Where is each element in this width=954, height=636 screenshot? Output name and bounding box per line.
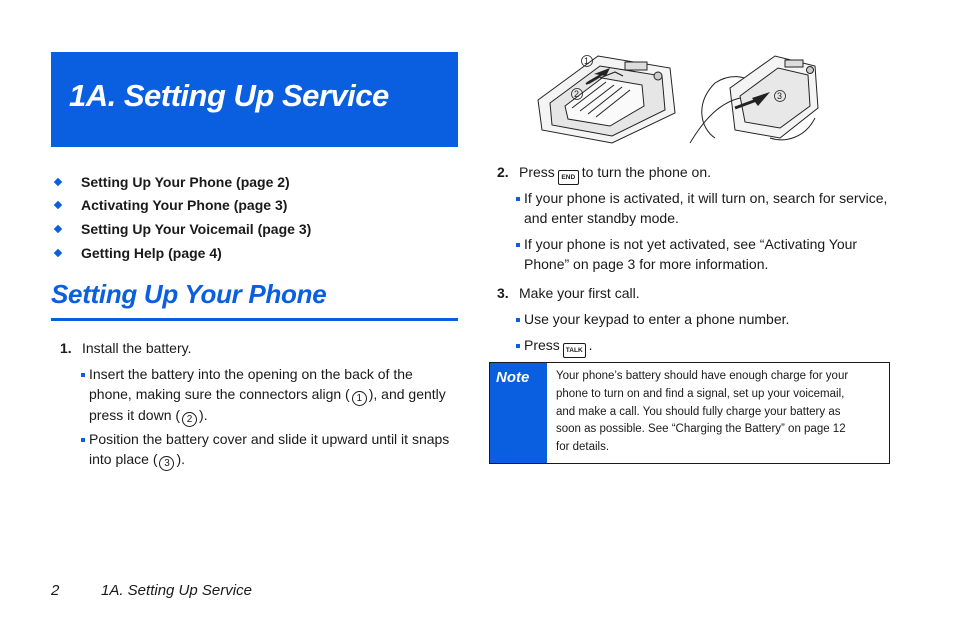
step-1-bullet-1: Insert the battery into the opening on the back of the phone, making sure the connectors align ( 1 ), and gently press it down ( 2 ). [81, 365, 446, 427]
chapter-toc [51, 170, 458, 264]
callout-2: 2 [574, 89, 580, 99]
end-key-icon: END [558, 170, 579, 185]
diamond-bullet-icon [54, 248, 62, 256]
diamond-bullet-icon [54, 201, 62, 209]
note-body: Your phone’s battery should have enough charge for your phone to turn on and find a signal, set up your voicemail, and make a call. You should fully charge your battery as soon as possible. See “Charging the Battery” on page 12 for details. [556, 370, 849, 454]
square-bullet-icon [516, 197, 520, 201]
step-2: 2. Press END to turn the phone on. [497, 164, 711, 185]
circle-number-1-icon: 1 [352, 391, 367, 406]
note-box [489, 362, 890, 464]
section-divider [51, 318, 458, 321]
square-bullet-icon [516, 318, 520, 322]
circle-number-2-icon: 2 [182, 412, 197, 427]
callout-3: 3 [777, 91, 783, 101]
footer-page-number: 2 [51, 582, 60, 599]
toc-item[interactable]: Setting Up Your Phone (page 2) [51, 170, 458, 194]
callout-1: 1 [584, 56, 590, 66]
diamond-bullet-icon [54, 178, 62, 186]
page-title: 1A. Setting Up Service [69, 78, 389, 113]
section-title: Setting Up Your Phone [51, 279, 327, 309]
square-bullet-icon [516, 344, 520, 348]
step-2-bullet-2: If your phone is not yet activated, see “Activating Your Phone” on page 3 for more information. [516, 235, 857, 274]
step-2-bullet-1: If your phone is activated, it will turn on, search for service, and enter standby mode. [516, 189, 887, 228]
step-3: 3. Make your first call. [497, 285, 640, 301]
toc-item[interactable]: Setting Up Your Voicemail (page 3) [51, 217, 458, 241]
step-1-bullet-2: Position the battery cover and slide it upward until it snaps into place ( 3 ). [81, 430, 449, 471]
chapter-title-block [51, 52, 458, 147]
toc-item[interactable]: Activating Your Phone (page 3) [51, 194, 458, 218]
square-bullet-icon [81, 373, 85, 377]
footer-chapter-title: 1A. Setting Up Service [101, 582, 252, 599]
battery-installation-illustration [530, 48, 820, 146]
phone-back-battery-image [538, 56, 675, 143]
square-bullet-icon [81, 438, 85, 442]
step-1: 1. Install the battery. [60, 340, 192, 356]
talk-key-icon: TALK [563, 343, 586, 358]
toc-item[interactable]: Getting Help (page 4) [51, 241, 458, 265]
step-3-bullet-2: Press TALK . [516, 336, 593, 358]
square-bullet-icon [516, 243, 520, 247]
note-label: Note [490, 363, 547, 463]
diamond-bullet-icon [54, 225, 62, 233]
circle-number-3-icon: 3 [159, 456, 174, 471]
step-3-bullet-1: Use your keypad to enter a phone number. [516, 310, 789, 330]
